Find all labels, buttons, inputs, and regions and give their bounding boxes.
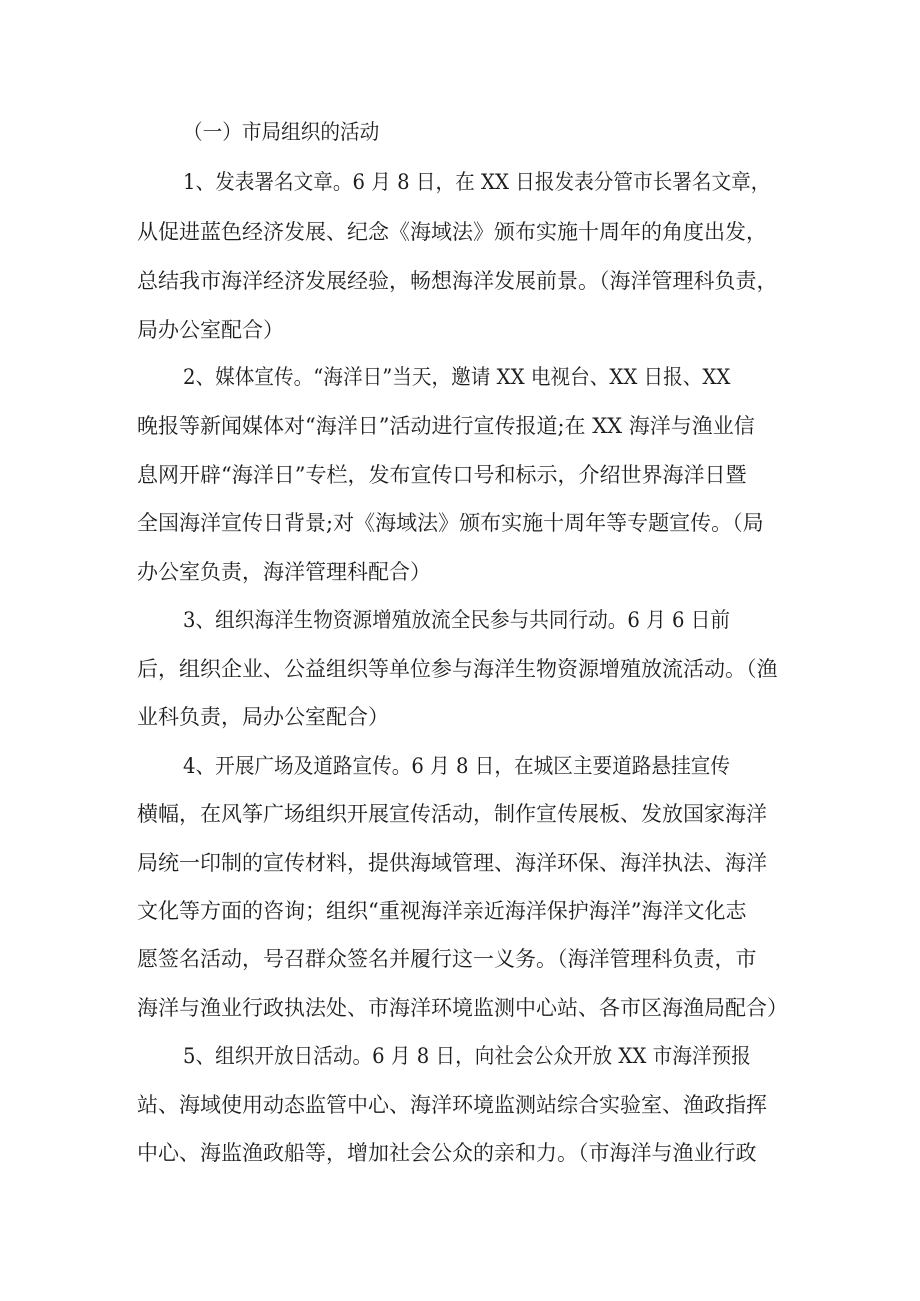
- paragraph-line: 站、海域使用动态监管中心、海洋环境监测站综合实验室、渔政指挥: [137, 1093, 767, 1117]
- paragraph-line: 中心、海监渔政船等，增加社会公众的亲和力。（市海洋与渔业行政: [137, 1141, 757, 1165]
- paragraph-line: 1、发表署名文章。6 月 8 日，在 XX 日报发表分管市长署名文章，: [183, 170, 771, 194]
- paragraph-line: 愿签名活动，号召群众签名并履行这一义务。（海洋管理科负责，市: [137, 947, 757, 971]
- paragraph-line: 从促进蓝色经济发展、纪念《海域法》颁布实施十周年的角度出发，: [137, 220, 767, 244]
- paragraph-line: 横幅，在风筝广场组织开展宣传活动，制作宣传展板、发放国家海洋: [137, 802, 767, 826]
- paragraph-line: 全国海洋宣传日背景;对《海域法》颁布实施十周年等专题宣传。（局: [137, 511, 764, 535]
- paragraph-line: 局统一印制的宣传材料，提供海域管理、海洋环保、海洋执法、海洋: [137, 851, 767, 875]
- paragraph-line: 晚报等新闻媒体对“海洋日”活动进行宣传报道;在 XX 海洋与渔业信: [137, 414, 755, 438]
- paragraph-line: 局办公室配合）: [137, 318, 284, 342]
- paragraph-line: 5、组织开放日活动。6 月 8 日，向社会公众开放 XX 市海洋预报: [183, 1044, 751, 1068]
- paragraph-line: 后，组织企业、公益组织等单位参与海洋生物资源增殖放流活动。（渔: [137, 657, 778, 681]
- section-heading: （一）市局组织的活动: [183, 120, 380, 144]
- paragraph-line: 办公室负责，海洋管理科配合）: [137, 560, 431, 584]
- paragraph-line: 文化等方面的咨询；组织“重视海洋亲近海洋保护海洋”海洋文化志: [137, 899, 747, 923]
- paragraph-line: 4、开展广场及道路宣传。6 月 8 日，在城区主要道路悬挂宣传: [183, 754, 730, 778]
- paragraph-line: 息网开辟“海洋日”专栏，发布宣传口号和标示，介绍世界海洋日暨: [137, 463, 747, 487]
- paragraph-line: 业科负责，局办公室配合）: [137, 705, 389, 729]
- paragraph-line: 2、媒体宣传。“海洋日”当天，邀请 XX 电视台、XX 日报、XX: [183, 365, 731, 389]
- paragraph-line: 3、组织海洋生物资源增殖放流全民参与共同行动。6 月 6 日前: [183, 608, 730, 632]
- paragraph-line: 总结我市海洋经济发展经验，畅想海洋发展前景。（海洋管理科负责，: [137, 269, 778, 293]
- paragraph-line: 海洋与渔业行政执法处、市海洋环境监测中心站、各市区海渔局配合）: [137, 996, 788, 1020]
